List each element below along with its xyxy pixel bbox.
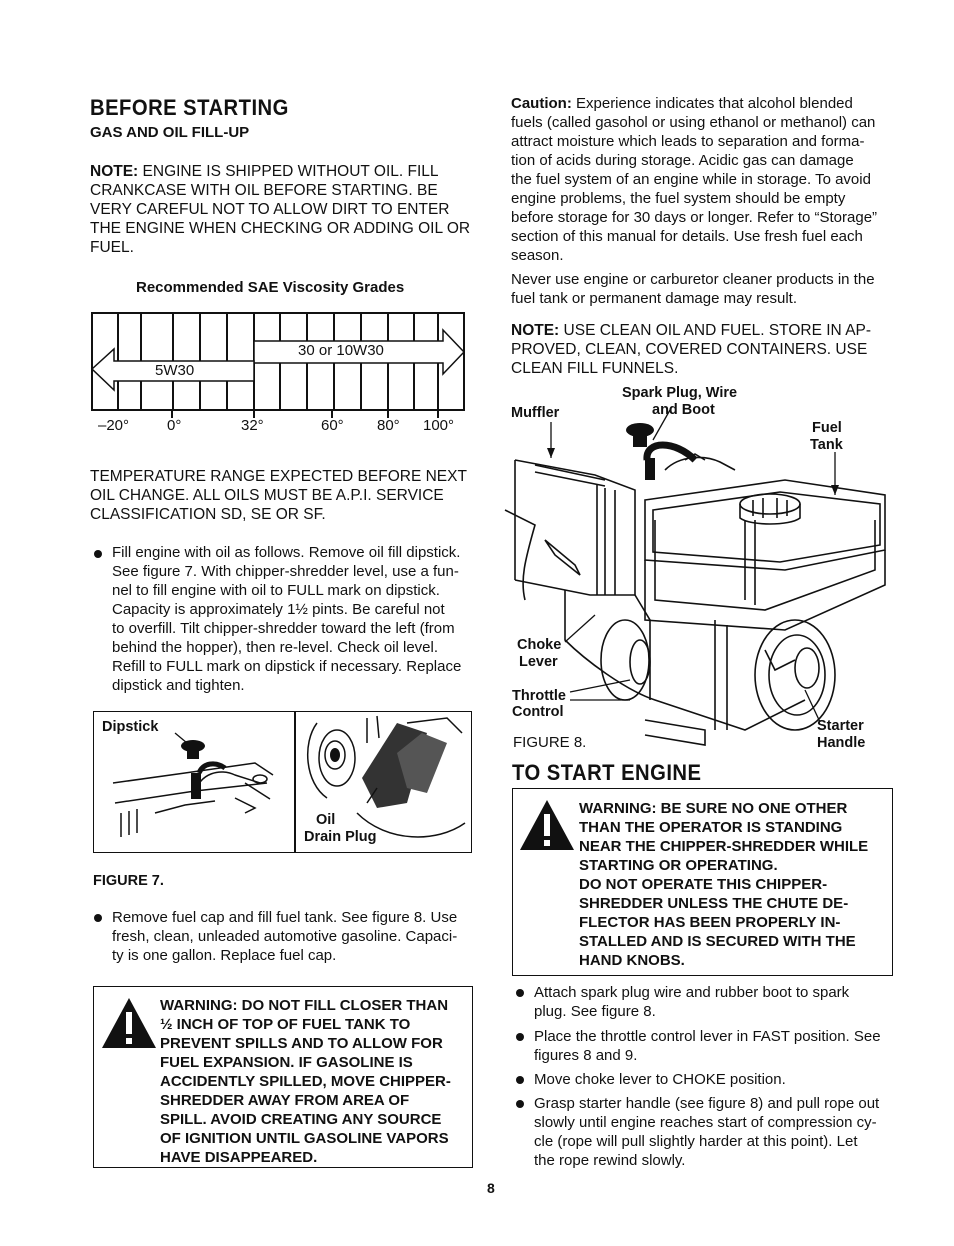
text-line: Capacity is approximately 1½ pints. Be careful not — [112, 601, 445, 618]
warning-line: HAND KNOBS. — [579, 952, 685, 969]
temp-label: 80° — [377, 417, 400, 434]
text-line: Refill to FULL mark on dipstick if necessary. Replace — [112, 658, 462, 675]
temp-label: 60° — [321, 417, 344, 434]
warning-line: WARNING: DO NOT FILL CLOSER THAN — [160, 997, 449, 1014]
temp-range-note — [90, 467, 475, 524]
temp-label: 100° — [423, 417, 455, 434]
bullet-dot — [516, 989, 524, 997]
warning-line: SHREDDER UNLESS THE CHUTE DE- — [579, 895, 849, 912]
warning-line: FLECTOR HAS BEEN PROPERLY IN- — [579, 914, 841, 931]
note-line: VERY CAREFUL NOT TO ALLOW DIRT TO ENTER — [90, 201, 450, 218]
bullet-fill-oil — [112, 543, 472, 695]
text-line: USE CLEAN OIL AND FUEL. STORE IN AP- — [563, 322, 872, 339]
text-line: section of this manual for details. Use fresh fuel each — [511, 228, 863, 245]
text-line: Grasp starter handle (see figure 8) and pull rope out — [534, 1095, 880, 1112]
text-line: Move choke lever to CHOKE position. — [534, 1071, 786, 1088]
warning-triangle-icon — [518, 798, 576, 852]
text-line: See figure 7. With chipper-shredder level, use a fun- — [112, 563, 459, 580]
bullet-throttle — [534, 1027, 896, 1065]
viscosity-chart-title: Recommended SAE Viscosity Grades — [136, 279, 405, 296]
text-line: CLASSIFICATION SD, SE OR SF. — [90, 506, 326, 523]
temp-label: –20° — [98, 417, 130, 434]
temp-label: 0° — [167, 417, 182, 434]
text-line: season. — [511, 247, 564, 264]
warning-line: THAN THE OPERATOR IS STANDING — [579, 819, 843, 836]
warning-line: PREVENT SPILLS AND TO ALLOW FOR — [160, 1035, 443, 1052]
subsection-title-gas-oil: GAS AND OIL FILL-UP — [90, 124, 250, 141]
text-line: TEMPERATURE RANGE EXPECTED BEFORE NEXT — [90, 468, 467, 485]
text-line: fresh, clean, unleaded automotive gasoline. Capaci- — [112, 928, 458, 945]
note-line: ENGINE IS SHIPPED WITHOUT OIL. FILL — [142, 163, 439, 180]
text-line: to overfill. Tilt chipper-shredder toward the left (from — [112, 620, 455, 637]
warning-text-fuel — [160, 996, 463, 1167]
warning-line: OF IGNITION UNTIL GASOLINE VAPORS — [160, 1130, 449, 1147]
note-label: NOTE: — [90, 163, 139, 180]
page-number: 8 — [487, 1180, 495, 1196]
text-line: dipstick and tighten. — [112, 677, 245, 694]
text-line: figures 8 and 9. — [534, 1047, 638, 1064]
fig8-label-tank: Tank — [810, 437, 843, 453]
text-line: PROVED, CLEAN, COVERED CONTAINERS. USE — [511, 341, 868, 358]
warning-triangle-icon — [100, 996, 158, 1050]
note2-label: NOTE: — [511, 322, 560, 339]
note-block — [90, 162, 475, 257]
text-line: fuel tank or permanent damage may result. — [511, 290, 797, 307]
warning-line: DO NOT OPERATE THIS CHIPPER- — [579, 876, 828, 893]
bullet-choke — [534, 1070, 896, 1089]
viscosity-band-30: 30 or 10W30 — [298, 342, 384, 359]
fig7-label-oil: Oil — [316, 812, 336, 828]
warning-line: STALLED AND IS SECURED WITH THE — [579, 933, 856, 950]
text-line: slowly until engine reaches start of compression cy- — [534, 1114, 877, 1131]
bullet-fuel — [112, 908, 472, 965]
fig7-label-drain-plug: Drain Plug — [304, 829, 377, 845]
warning-line: ½ INCH OF TOP OF FUEL TANK TO — [160, 1016, 411, 1033]
text-line: OIL CHANGE. ALL OILS MUST BE A.P.I. SERVICE — [90, 487, 444, 504]
note-line: FUEL. — [90, 239, 134, 256]
text-line: attract moisture which leads to separation and forma- — [511, 133, 865, 150]
text-line: nel to fill engine with oil to FULL mark on dipstick. — [112, 582, 440, 599]
text-line: tion of acids during storage. Acidic gas can damage — [511, 152, 854, 169]
text-line: Experience indicates that alcohol blended — [576, 95, 853, 112]
bullet-dot — [516, 1076, 524, 1084]
bullet-spark-plug — [534, 983, 896, 1021]
fig7-label-dipstick: Dipstick — [102, 719, 159, 735]
note-line: CRANKCASE WITH OIL BEFORE STARTING. BE — [90, 182, 438, 199]
text-line: Fill engine with oil as follows. Remove oil fill dipstick. — [112, 544, 461, 561]
figure-7-divider — [294, 711, 296, 852]
warning-line: STARTING OR OPERATING. — [579, 857, 778, 874]
section-title-before-starting: BEFORE STARTING — [90, 95, 289, 120]
text-line: the fuel system of an engine while in storage. To avoid — [511, 171, 871, 188]
text-line: engine problems, the fuel system should be empty — [511, 190, 846, 207]
fig8-label-boot: and Boot — [652, 402, 715, 418]
text-line: fuels (called gasohol or using ethanol or methanol) can — [511, 114, 876, 131]
caution-label: Caution: — [511, 95, 572, 112]
never-use-paragraph — [511, 270, 896, 308]
section-title-start-engine: TO START ENGINE — [512, 760, 702, 785]
text-line: behind the hopper), then re-level. Check oil level. — [112, 639, 439, 656]
bullet-starter — [534, 1094, 896, 1170]
text-line: CLEAN FILL FUNNELS. — [511, 360, 679, 377]
warning-line: WARNING: BE SURE NO ONE OTHER — [579, 800, 848, 817]
text-line: plug. See figure 8. — [534, 1003, 656, 1020]
note2-block — [511, 321, 896, 378]
text-line: Attach spark plug wire and rubber boot to spark — [534, 984, 850, 1001]
figure-8-caption: FIGURE 8. — [513, 734, 587, 751]
text-line: Place the throttle control lever in FAST position. See — [534, 1028, 881, 1045]
text-line: before storage for 30 days or longer. Refer to “Storage” — [511, 209, 878, 226]
bullet-dot — [516, 1033, 524, 1041]
viscosity-chart — [88, 310, 472, 415]
warning-line: SHREDDER AWAY FROM AREA OF — [160, 1092, 410, 1109]
bullet-dot — [94, 914, 102, 922]
text-line: ty is one gallon. Replace fuel cap. — [112, 947, 337, 964]
warning-line: HAVE DISAPPEARED. — [160, 1149, 318, 1166]
fig8-label-muffler: Muffler — [511, 405, 560, 421]
fig8-label-handle: Handle — [817, 735, 866, 751]
bullet-dot — [516, 1100, 524, 1108]
bullet-dot — [94, 550, 102, 558]
note-line: THE ENGINE WHEN CHECKING OR ADDING OIL OR — [90, 220, 471, 237]
fig8-label-control: Control — [512, 704, 564, 720]
fig8-label-lever: Lever — [519, 654, 558, 670]
warning-line: NEAR THE CHIPPER-SHREDDER WHILE — [579, 838, 869, 855]
viscosity-band-5w30: 5W30 — [155, 362, 195, 379]
text-line: cle (rope will pull slightly harder at this point). Let — [534, 1133, 858, 1150]
warning-line: SPILL. AVOID CREATING ANY SOURCE — [160, 1111, 442, 1128]
fig8-label-starter: Starter — [817, 718, 864, 734]
text-line: Never use engine or carburetor cleaner products in the — [511, 271, 875, 288]
fig8-label-choke: Choke — [517, 637, 562, 653]
warning-line: ACCIDENTLY SPILLED, MOVE CHIPPER- — [160, 1073, 451, 1090]
figure-7-caption: FIGURE 7. — [93, 873, 164, 889]
fig8-label-fuel: Fuel — [812, 420, 842, 436]
text-line: Remove fuel cap and fill fuel tank. See figure 8. Use — [112, 909, 458, 926]
temp-label: 32° — [241, 417, 264, 434]
caution-paragraph — [511, 94, 896, 265]
fig8-label-throttle: Throttle — [512, 688, 566, 704]
warning-text-operator — [579, 799, 883, 970]
warning-line: FUEL EXPANSION. IF GASOLINE IS — [160, 1054, 413, 1071]
fig8-label-spark: Spark Plug, Wire — [622, 385, 738, 401]
text-line: the rope rewind slowly. — [534, 1152, 686, 1169]
temp-ticks — [88, 410, 472, 424]
